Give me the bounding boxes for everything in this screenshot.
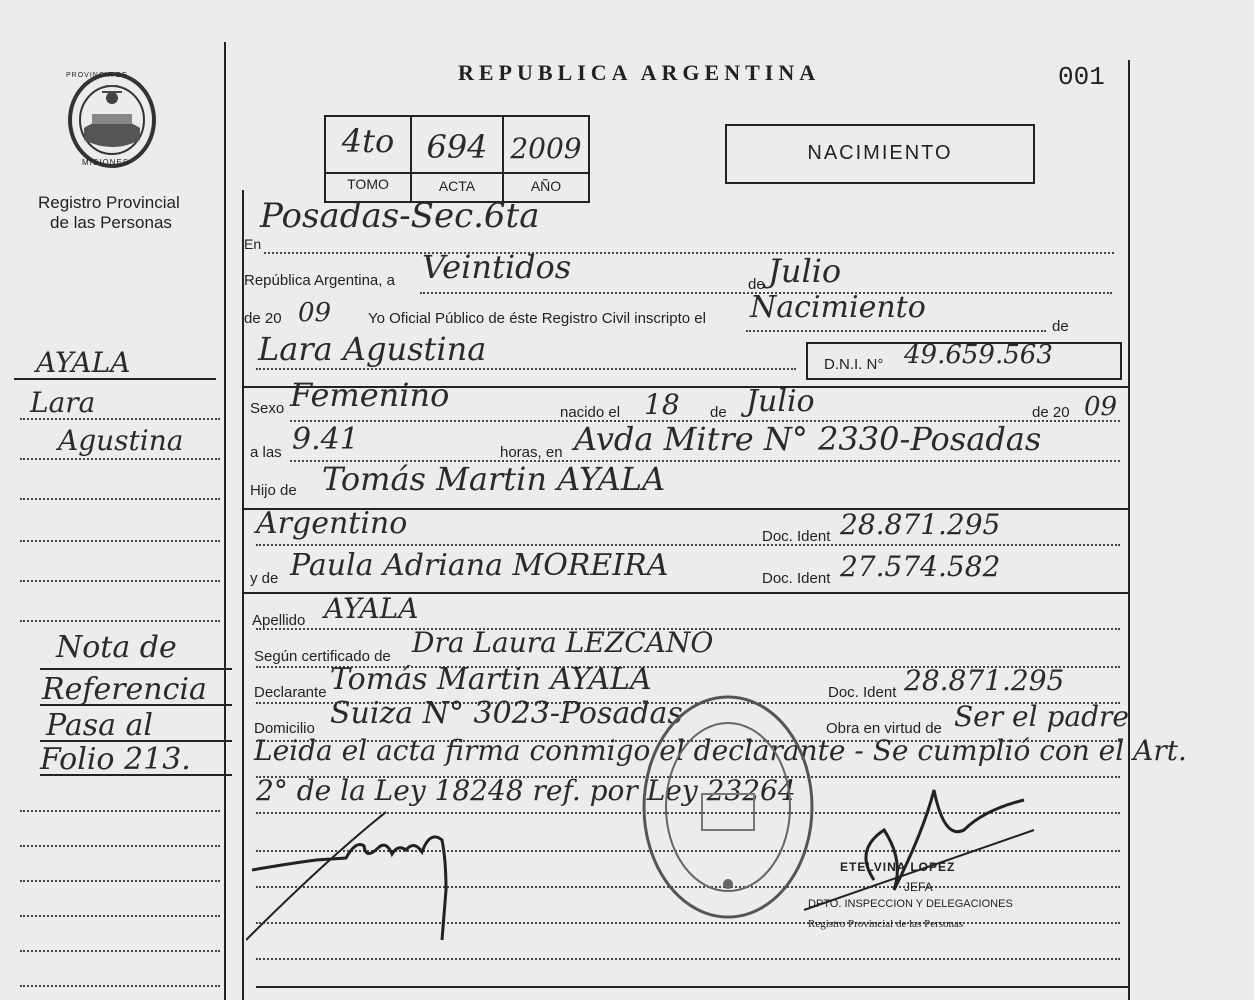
margin-note-underline-2 [40, 704, 232, 706]
margin-note-line2: Referencia [42, 672, 207, 707]
margin-note-underline-4 [40, 774, 232, 776]
official-department: DPTO. INSPECCION Y DELEGACIONES [808, 898, 1013, 910]
en-value: Posadas-Sec.6ta [260, 196, 540, 236]
en-label: En [244, 236, 262, 252]
obra-value: Ser el padre [954, 700, 1129, 733]
margin-note-underline-3 [40, 740, 232, 742]
margin-dots-7 [20, 810, 220, 812]
tomo-value: 4to [341, 122, 395, 160]
birth-day: 18 [644, 388, 680, 421]
registry-name-line2: de las Personas [50, 213, 172, 232]
segun-label: Según certificado de [254, 648, 391, 665]
obra-label: Obra en virtud de [826, 720, 942, 737]
leida-line2: 2° de la Ley 18248 ref. por Ley 23264 [256, 774, 796, 807]
margin-surname: AYALA [36, 346, 131, 379]
margin-dots-3 [20, 498, 220, 500]
country-title: REPUBLICA ARGENTINA [458, 60, 821, 85]
form-dots-en [264, 252, 1114, 254]
anio-label: AÑO [530, 178, 562, 194]
tomo-label: TOMO [347, 176, 389, 192]
inscripto-value: Nacimiento [750, 290, 926, 325]
margin-dots-4 [20, 540, 220, 542]
record-type: NACIMIENTO [807, 142, 953, 164]
margin-given2: Agustina [58, 424, 184, 457]
acta-label: ACTA [438, 178, 476, 194]
main-left-border [224, 42, 226, 1000]
margin-dots-11 [20, 950, 220, 952]
record-box-hdivider [324, 172, 588, 174]
declarante-label: Declarante [254, 684, 327, 701]
sexo-label: Sexo [250, 400, 285, 417]
father-name: Tomás Martin AYALA [322, 460, 666, 498]
form-dots-name [256, 368, 796, 370]
yde-label: y de [250, 570, 279, 587]
seal-bottom-text: MISIONES [82, 158, 130, 167]
birth-month: Julio [746, 384, 815, 419]
margin-note-line1: Nota de [56, 630, 177, 665]
month-de-label: de [748, 276, 765, 293]
birth-de-label: de [710, 404, 727, 421]
official-role: JEFA [904, 880, 933, 894]
declarante-doc-label: Doc. Ident [828, 684, 897, 701]
form-dots-inscripto [746, 330, 1046, 332]
domicilio-label: Domicilio [254, 720, 315, 737]
margin-note-underline-1 [40, 668, 232, 670]
child-name: Lara Agustina [258, 330, 487, 368]
margin-dots-5 [20, 580, 220, 582]
official-name: ETELVINA LOPEZ [840, 860, 956, 874]
year-prefix: de 20 [244, 310, 282, 327]
registry-name-line1: Registro Provincial [38, 193, 180, 212]
declarant-signature [246, 800, 486, 950]
month-value: Julio [768, 252, 842, 290]
sexo-value: Femenino [290, 376, 450, 414]
anio-value: 2009 [510, 132, 582, 165]
margin-note-line3: Pasa al [46, 708, 154, 743]
seal-top-text: PROVINCIA DE [66, 72, 128, 79]
horas-label: horas, en [500, 444, 563, 461]
oficial-text: Yo Oficial Público de éste Registro Civil inscripto el [368, 310, 706, 327]
margin-note-line4: Folio 213. [40, 742, 191, 777]
apellido-label: Apellido [252, 612, 306, 629]
year-value: 09 [298, 298, 332, 328]
margin-dots-10 [20, 915, 220, 917]
margin-dots-6 [20, 620, 220, 622]
birth-place: Avda Mitre N° 2330-Posadas [574, 420, 1042, 458]
inscripto-de-label: de [1052, 318, 1069, 335]
page-number: 001 [1058, 62, 1105, 92]
leida-line1: Leida el acta firma conmigo el declarante - Se cumplió con el Art. [254, 734, 1187, 767]
declarante-value: Tomás Martin AYALA [330, 662, 652, 697]
birth-year-prefix: de 20 [1032, 404, 1070, 421]
mother-doc: 27.574.582 [840, 550, 1001, 583]
margin-dots-12 [20, 985, 220, 987]
form-dots-father [256, 544, 1120, 546]
form-dots-lower-4 [256, 958, 1120, 960]
day-value: Veintidos [422, 248, 572, 286]
margin-dots-9 [20, 880, 220, 882]
alas-label: a las [250, 444, 282, 461]
dni-value: 49.659.563 [904, 340, 1053, 370]
mother-name: Paula Adriana MOREIRA [290, 548, 669, 583]
main-right-border [1128, 60, 1130, 1000]
birth-year: 09 [1084, 392, 1118, 422]
hijo-label: Hijo de [250, 482, 297, 499]
declarante-doc: 28.871.295 [904, 664, 1065, 697]
margin-dots-8 [20, 845, 220, 847]
domicilio-value: Suiza N° 3023-Posadas [330, 696, 683, 731]
acta-value: 694 [426, 128, 488, 166]
form-rule-bottom [256, 986, 1128, 988]
official-organization: Registro Provincial de las Personas [808, 918, 964, 930]
republica-label: República Argentina, a [244, 272, 395, 289]
father-doc: 28.871.295 [840, 508, 1001, 541]
dni-label: D.N.I. N° [824, 356, 884, 373]
margin-rule [14, 378, 216, 380]
margin-dots-1 [20, 418, 220, 420]
time-value: 9.41 [292, 422, 359, 457]
margin-given1: Lara [30, 386, 96, 419]
mother-doc-label: Doc. Ident [762, 570, 831, 587]
nacido-label: nacido el [560, 404, 621, 421]
apellido-value: AYALA [324, 592, 419, 625]
father-nationality: Argentino [256, 506, 408, 541]
margin-dots-2 [20, 458, 220, 460]
segun-value: Dra Laura LEZCANO [412, 626, 714, 659]
father-doc-label: Doc. Ident [762, 528, 831, 545]
